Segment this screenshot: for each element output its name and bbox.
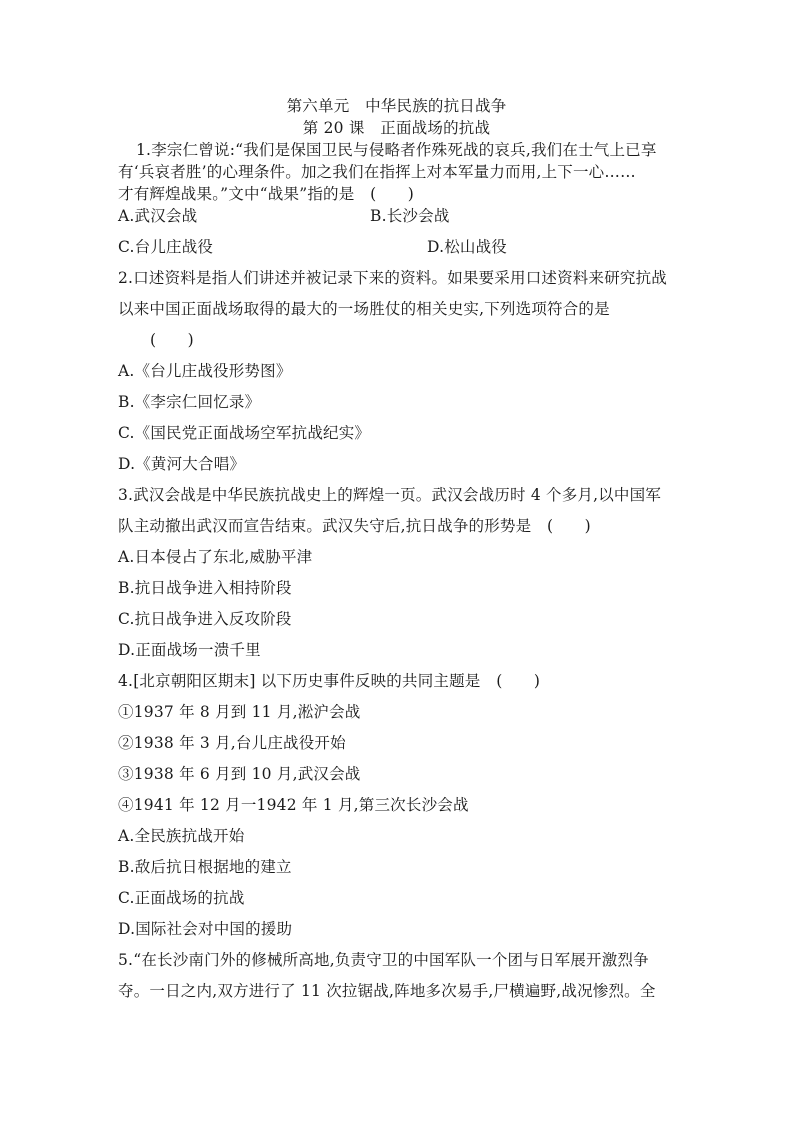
question-4-option-b: B.敌后抗日根据地的建立: [118, 858, 292, 876]
question-4-item-4: ④1941 年 12 月一1942 年 1 月,第三次长沙会战: [118, 796, 469, 814]
question-4-option-c: C.正面战场的抗战: [118, 889, 245, 907]
question-3-option-b: B.抗日战争进入相持阶段: [118, 579, 292, 597]
question-3-stem-line-1: 3.武汉会战是中华民族抗战史上的辉煌一页。武汉会战历时 4 个多月,以中国军: [118, 486, 662, 504]
question-4-option-a: A.全民族抗战开始: [118, 827, 245, 845]
question-4-stem: 4.[北京朝阳区期末] 以下历史事件反映的共同主题是 ( ): [118, 672, 541, 690]
question-1-option-b: B.长沙会战: [370, 207, 450, 225]
question-2-stem-line-3: ( ): [150, 331, 194, 349]
question-4-option-d: D.国际社会对中国的援助: [118, 920, 293, 938]
question-1-option-d: D.松山战役: [427, 238, 508, 256]
question-1-option-c: C.台儿庄战役: [118, 238, 214, 256]
question-4-item-3: ③1938 年 6 月到 10 月,武汉会战: [118, 765, 361, 783]
question-1-stem-line-3: 才有辉煌战果。”文中“战果”指的是 ( ): [118, 185, 415, 203]
question-1-stem-line-2: 有‘兵哀者胜’的心理条件。加之我们在指挥上对本军量力而用,上下一心……: [118, 163, 636, 181]
question-2-option-a: A.《台儿庄战役形势图》: [118, 362, 292, 380]
question-3-option-d: D.正面战场一溃千里: [118, 641, 261, 659]
question-2-stem-line-2: 以来中国正面战场取得的最大的一场胜仗的相关史实,下列选项符合的是: [118, 300, 610, 318]
question-3-option-a: A.日本侵占了东北,威胁平津: [118, 548, 313, 566]
question-4-item-2: ②1938 年 3 月,台儿庄战役开始: [118, 734, 346, 752]
question-2-option-d: D.《黄河大合唱》: [118, 455, 246, 473]
question-3-stem-line-2: 队主动撤出武汉而宣告结束。武汉失守后,抗日战争的形势是 ( ): [118, 517, 591, 535]
question-1-stem-line-1: 1.李宗仁曾说:“我们是保国卫民与侵略者作殊死战的哀兵,我们在士气上已享: [136, 141, 657, 159]
question-2-option-b: B.《李宗仁回忆录》: [118, 393, 261, 411]
question-1-option-a: A.武汉会战: [118, 207, 198, 225]
question-5-stem-line-1: 5.“在长沙南门外的修械所高地,负责守卫的中国军队一个团与日军展开激烈争: [118, 951, 649, 969]
question-2-option-c: C.《国民党正面战场空军抗战纪实》: [118, 424, 371, 442]
unit-title: 第六单元 中华民族的抗日战争: [286, 97, 507, 115]
lesson-title: 第 20 课 正面战场的抗战: [302, 119, 491, 137]
question-5-stem-line-2: 夺。一日之内,双方进行了 11 次拉锯战,阵地多次易手,尸横遍野,战况惨烈。全: [118, 982, 656, 1000]
question-3-option-c: C.抗日战争进入反攻阶段: [118, 610, 292, 628]
question-2-stem-line-1: 2.口述资料是指人们讲述并被记录下来的资料。如果要采用口述资料来研究抗战: [118, 269, 667, 287]
question-4-item-1: ①1937 年 8 月到 11 月,淞沪会战: [118, 703, 361, 721]
